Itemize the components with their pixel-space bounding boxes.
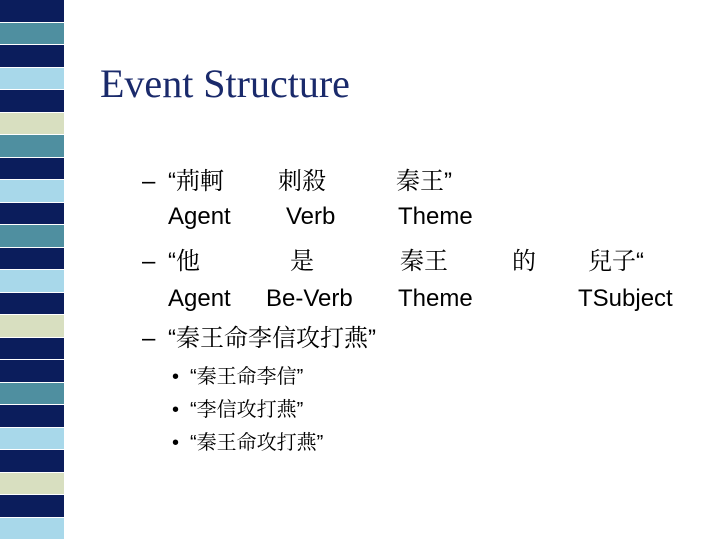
row-dash: – xyxy=(142,248,156,275)
stripe-segment xyxy=(0,113,64,136)
row-1-verb: 刺殺 xyxy=(278,168,326,195)
row-5-sentence: “秦王命李信攻打燕” xyxy=(168,325,376,352)
stripe-segment xyxy=(0,428,64,451)
row-dash: – xyxy=(142,325,156,352)
stripe-segment xyxy=(0,473,64,496)
row-2-verb-label: Verb xyxy=(286,203,336,230)
stripe-segment xyxy=(0,180,64,203)
stripe-segment xyxy=(0,495,64,518)
stripe-segment xyxy=(0,158,64,181)
stripe-segment xyxy=(0,135,64,158)
stripe-segment xyxy=(0,270,64,293)
row-1-object: 秦王” xyxy=(396,168,452,195)
row-dash: – xyxy=(142,168,156,195)
bullet-item: “秦王命李信” xyxy=(190,366,304,388)
bullet-marker: • xyxy=(172,399,180,421)
row-2-agent-label: Agent xyxy=(168,203,231,230)
row-3-particle: 的 xyxy=(512,248,536,275)
row-3-object: 秦王 xyxy=(400,248,448,275)
slide-title: Event Structure xyxy=(100,61,350,106)
row-4-agent-label: Agent xyxy=(168,285,231,312)
bullet-item: “秦王命攻打燕” xyxy=(190,432,324,454)
decorative-stripe-bar xyxy=(0,0,64,540)
stripe-segment xyxy=(0,360,64,383)
row-3-subject: “他 xyxy=(168,248,200,275)
row-4-tsubject-label: TSubject xyxy=(578,285,673,312)
stripe-segment xyxy=(0,293,64,316)
row-4-be-verb-label: Be-Verb xyxy=(266,285,353,312)
stripe-segment xyxy=(0,203,64,226)
stripe-segment xyxy=(0,383,64,406)
stripe-segment xyxy=(0,90,64,113)
stripe-segment xyxy=(0,450,64,473)
row-3-verb: 是 xyxy=(290,248,314,275)
stripe-segment xyxy=(0,0,64,23)
stripe-segment xyxy=(0,248,64,271)
row-4-theme-label: Theme xyxy=(398,285,473,312)
stripe-segment xyxy=(0,45,64,68)
row-3-complement: 兒子“ xyxy=(588,248,644,275)
stripe-segment xyxy=(0,338,64,361)
bullet-item: “李信攻打燕” xyxy=(190,399,304,421)
stripe-segment xyxy=(0,23,64,46)
bullet-marker: • xyxy=(172,366,180,388)
stripe-segment xyxy=(0,315,64,338)
stripe-segment xyxy=(0,225,64,248)
stripe-segment xyxy=(0,68,64,91)
stripe-segment xyxy=(0,518,64,540)
stripe-segment xyxy=(0,405,64,428)
row-2-theme-label: Theme xyxy=(398,203,473,230)
bullet-marker: • xyxy=(172,432,180,454)
row-1-subject: “荊軻 xyxy=(168,168,224,195)
